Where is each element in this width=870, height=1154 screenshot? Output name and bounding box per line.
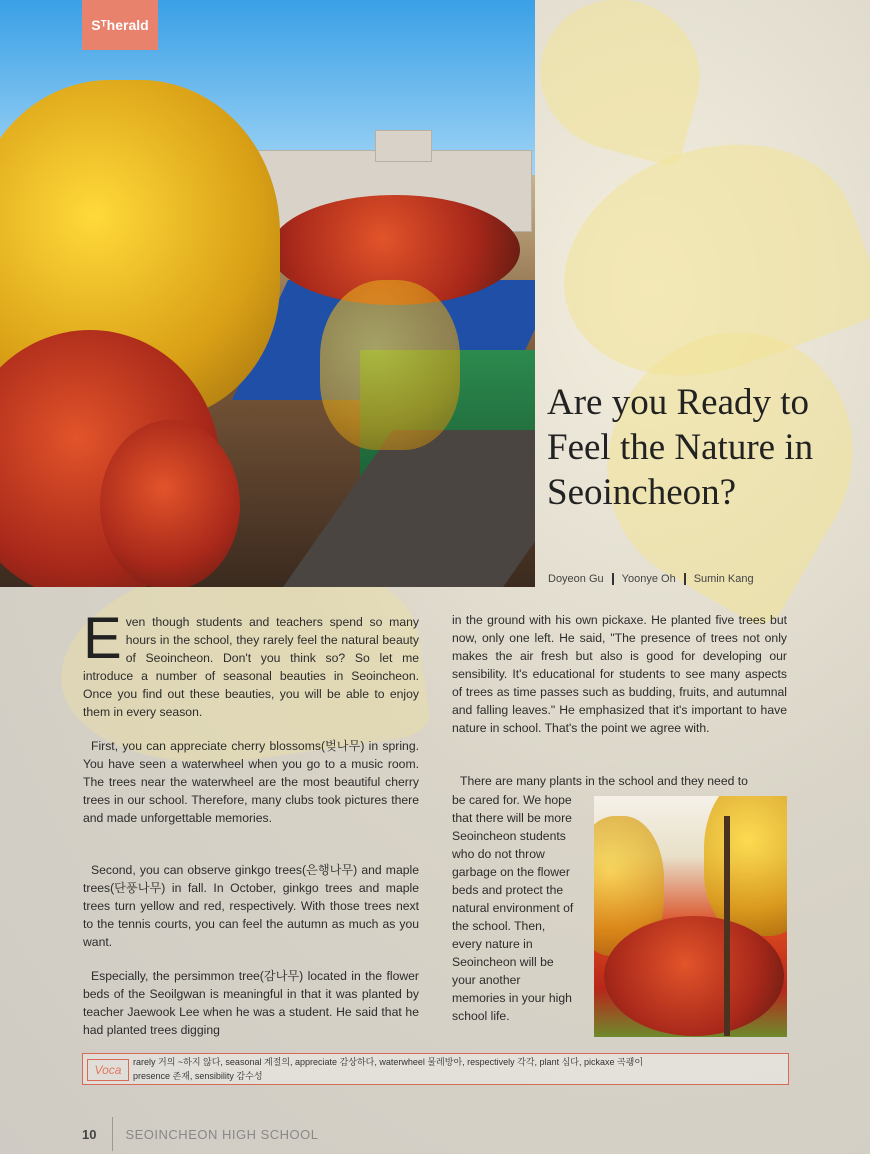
paragraph-fall: Second, you can observe ginkgo trees(은행나무) and maple trees(단풍나무) in fall. In October, ginkgo trees and maple trees turn yellow and red, respectively. With those trees next to the tennis courts, you can feel the autumn as much as you want. bbox=[83, 863, 419, 949]
paragraph-intro bbox=[83, 606, 419, 721]
paragraph-intro-text: ven though students and teachers spend so many hours in the school, they rarely feel the natural beauty of Seoincheon. Don't you think so? So let me introduce a number of seasonal beauties in Seoincheon. Once you find out these beauties, you will be able to enjoy them in every season. bbox=[83, 615, 419, 719]
paragraph-conclusion: be cared for. We hope that there will be more Seoincheon students who do not throw garbage on the flower beds and protect the natural environment of the school. Then, every nature in Seoincheon will be your another memories in your high school life. bbox=[452, 793, 574, 1023]
author-name: Doyeon Gu bbox=[548, 573, 604, 585]
author-separator bbox=[684, 573, 686, 585]
autumn-campus-photo bbox=[0, 0, 535, 587]
author-separator bbox=[612, 573, 614, 585]
author-list bbox=[548, 573, 754, 585]
footer-divider bbox=[112, 1117, 113, 1151]
vocabulary-line: presence 존재, sensibility 감수성 bbox=[133, 1071, 263, 1081]
paragraph-conclusion-start: There are many plants in the school and they need to bbox=[460, 774, 748, 788]
ginkgo-leaf-decoration bbox=[523, 0, 716, 168]
article-title: Are you Ready to Feel the Nature in Seoincheon? bbox=[547, 382, 814, 513]
voca-label: Voca bbox=[87, 1059, 129, 1081]
drop-cap: E bbox=[83, 606, 122, 671]
vocabulary-line: rarely 거의 ~하지 않다, seasonal 계절의, appreciate 감상하다, waterwheel 물레방아, respectively 각각, plant 심다, pickaxe 곡괭이 bbox=[133, 1057, 644, 1067]
vocabulary-box bbox=[82, 1053, 789, 1085]
paragraph-spring: First, you can appreciate cherry blossoms(벚나무) in spring. You have seen a waterwheel when you go to a music room. The trees near the waterwheel are the most beautiful cherry trees in our school. Therefore, many clubs took pictures there and made unforgettable memories. bbox=[83, 739, 419, 825]
vocabulary-text bbox=[133, 1055, 783, 1083]
page-number: 10 bbox=[82, 1126, 97, 1142]
paragraph-teacher-quote: in the ground with his own pickaxe. He planted five trees but now, only one left. He said, "The presence of trees not only makes the air fresh but also is good for developing our sensibility. It's educational for students to see many aspects of trees as time passes such as budding, fruits, and autumnal and falling leaves." He emphasized that it's important to have nature in school. That's the point we agree with. bbox=[452, 613, 787, 735]
paragraph-persimmon: Especially, the persimmon tree(감나무) located in the flower beds of the Seoilgwan is meaningful in that it was planted by teacher Jaewook Lee when he was a student. He said that he had planted trees digging bbox=[83, 969, 419, 1037]
author-name: Yoonye Oh bbox=[621, 573, 676, 585]
school-name: SEOINCHEON HIGH SCHOOL bbox=[125, 1126, 319, 1142]
page-footer bbox=[82, 1117, 319, 1151]
logo-text: Sᵀherald bbox=[91, 17, 149, 33]
herald-logo bbox=[82, 0, 158, 50]
author-name: Sumin Kang bbox=[693, 573, 754, 585]
autumn-trees-photo bbox=[594, 796, 787, 1037]
